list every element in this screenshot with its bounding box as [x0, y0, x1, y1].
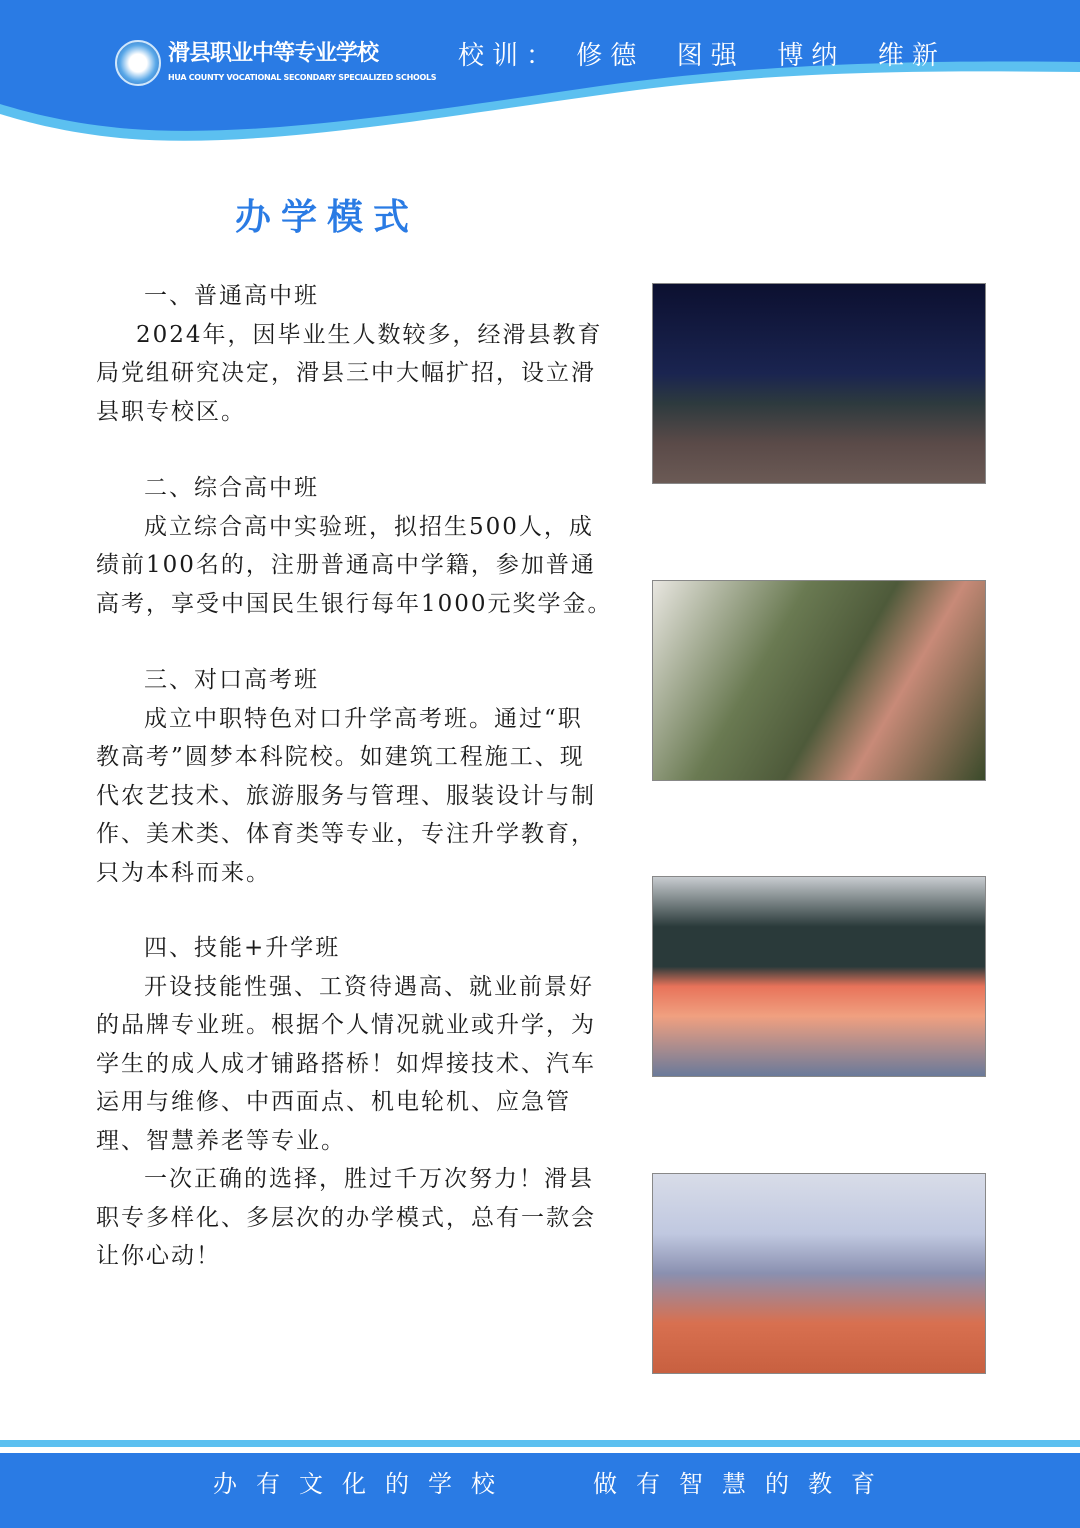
section-heading: 二、综合高中班: [144, 475, 319, 501]
text-line: 的品牌专业班。根据个人情况就业或升学，为: [96, 1012, 596, 1038]
text-line: 一次正确的选择，胜过千万次努力！滑县: [144, 1166, 594, 1192]
photo-military-training: [652, 580, 986, 781]
footer-banner: [0, 1453, 1080, 1528]
text-line: 成立中职特色对口升学高考班。通过“职: [144, 705, 583, 732]
school-logo: [115, 40, 161, 86]
section-2: [96, 469, 616, 623]
text-line: 高考，享受中国民生银行每年1000元奖学金。: [96, 590, 613, 617]
page-title: 办学模式: [235, 197, 420, 238]
header-wave: [0, 0, 1080, 160]
header-banner: [0, 0, 1080, 160]
text-line: 代农艺技术、旅游服务与管理、服装设计与制: [96, 782, 596, 809]
text-line: 县职专校区。: [96, 398, 246, 425]
section-1: [96, 277, 616, 431]
text-line: 成立综合高中实验班，拟招生500人，成: [144, 513, 594, 540]
photo-classroom-lecture: [652, 876, 986, 1077]
text-line: 运用与维修、中西面点、机电轮机、应急管: [96, 1089, 571, 1115]
text-line: 2024年，因毕业生人数较多，经滑县教育: [136, 321, 603, 348]
school-name-en: HUA COUNTY VOCATIONAL SECONDARY SPECIALIZED SCHOOLS: [168, 73, 437, 82]
section-4: [96, 929, 616, 1276]
text-line: 学生的成人成才铺路搭桥！如焊接技术、汽车: [96, 1050, 596, 1077]
section-heading: 四、技能+升学班: [144, 935, 341, 961]
footer-stripe: [0, 1440, 1080, 1447]
school-motto: 校训： 修德 图强 博纳 维新: [458, 41, 946, 71]
section-heading: 一、普通高中班: [144, 283, 319, 309]
section-heading: 三、对口高考班: [144, 667, 319, 693]
text-line: 职专多样化、多层次的办学模式，总有一款会: [96, 1204, 596, 1231]
photo-classroom-students: [652, 1173, 986, 1374]
photo-night-march: [652, 283, 986, 484]
text-line: 教高考”圆梦本科院校。如建筑工程施工、现: [96, 744, 585, 770]
text-line: 局党组研究决定，滑县三中大幅扩招，设立滑: [96, 360, 596, 386]
text-line: 作、美术类、体育类等专业，专注升学教育，: [96, 821, 596, 847]
footer-slogan-right: 做有智慧的教育: [593, 1470, 894, 1498]
text-line: 理、智慧养老等专业。: [96, 1127, 346, 1154]
text-line: 绩前100名的，注册普通高中学籍，参加普通: [96, 552, 596, 578]
footer-slogan-left: 办有文化的学校: [213, 1470, 514, 1498]
text-line: 只为本科而来。: [96, 859, 271, 886]
text-line: 开设技能性强、工资待遇高、就业前景好: [144, 973, 594, 1000]
school-name-cn: 滑县职业中等专业学校: [168, 41, 379, 66]
text-line: 让你心动！: [96, 1243, 221, 1269]
section-3: [96, 661, 616, 892]
